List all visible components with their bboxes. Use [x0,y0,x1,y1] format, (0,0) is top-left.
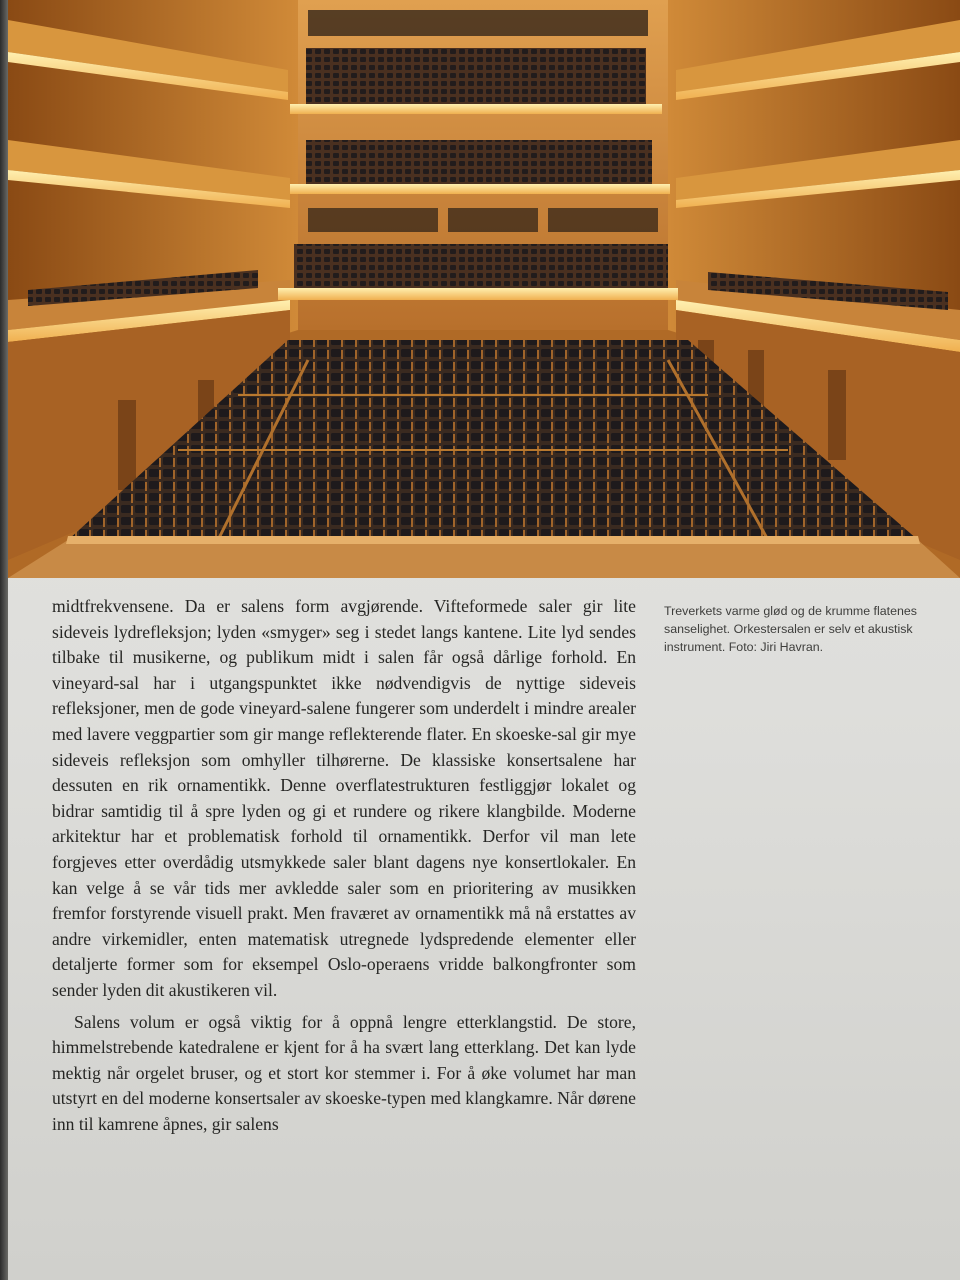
concert-hall-photo [8,0,960,578]
concert-hall-illustration [8,0,960,578]
paragraph-1: midtfrekvensene. Da er salens form avgjørende. Vifteformede saler gir lite sideveis lydrefleksjon; lyden «smyger» seg i stedet langs kantene. Lite lyd sendes tilbake til musikerne, og publikum midt i salen får også dårlige forhold. En vineyard-sal har i utgangspunktet ikke nødvendigvis de nyttige sideveis refleksjoner, men de gode vineyard-salene fungerer som underdelt i mindre arealer med lavere veggpartier som gir mange reflekterende flater. En skoeske-sal gir mye sideveis refleksjon som omhyller tilhørerne. De klassiske konsertsalene har dessuten en rik ornamentikk. Denne overflatestrukturen festliggjør lokalet og bidrar samtidig til å spre lyden og gi et rundere og rikere klangbilde. Moderne arkitektur har et problematisk forhold til ornamentikk. Derfor vil man lete forgjeves etter overdådig utsmykkede saler blant dagens nye konsertlokaler. En kan velge å se vår tids mer avkledde saler som en prioritering av musikken fremfor forstyrende visuell prakt. Men fraværet av ornamentikk må nå erstattes av andre virkemidler, enten matematisk utregnede lydspredende elementer eller detaljerte former som for eksempel Oslo-operaens vridde balkongfronter som sender lyden dit akustikeren vil. [52,596,636,1000]
book-spine-edge [0,0,8,1280]
body-text [52,594,636,1137]
photo-caption: Treverkets varme glød og de krumme flatenes sanselighet. Orkestersalen er selv et akustisk instrument. Foto: Jiri Havran. [664,604,917,654]
paragraph-2: Salens volum er også viktig for å oppnå lengre etterklangstid. De store, himmelstrebende katedralene er kjent for å ha svært lang etterklang. Det kan lyde mektig når orgelet bruser, og et stort kor stemmer i. For å øke volumet har man utstyrt en del moderne konsertsaler av skoeske-typen med klangkamre. Når dørene inn til kamrene åpnes, gir salens [52,1011,636,1134]
